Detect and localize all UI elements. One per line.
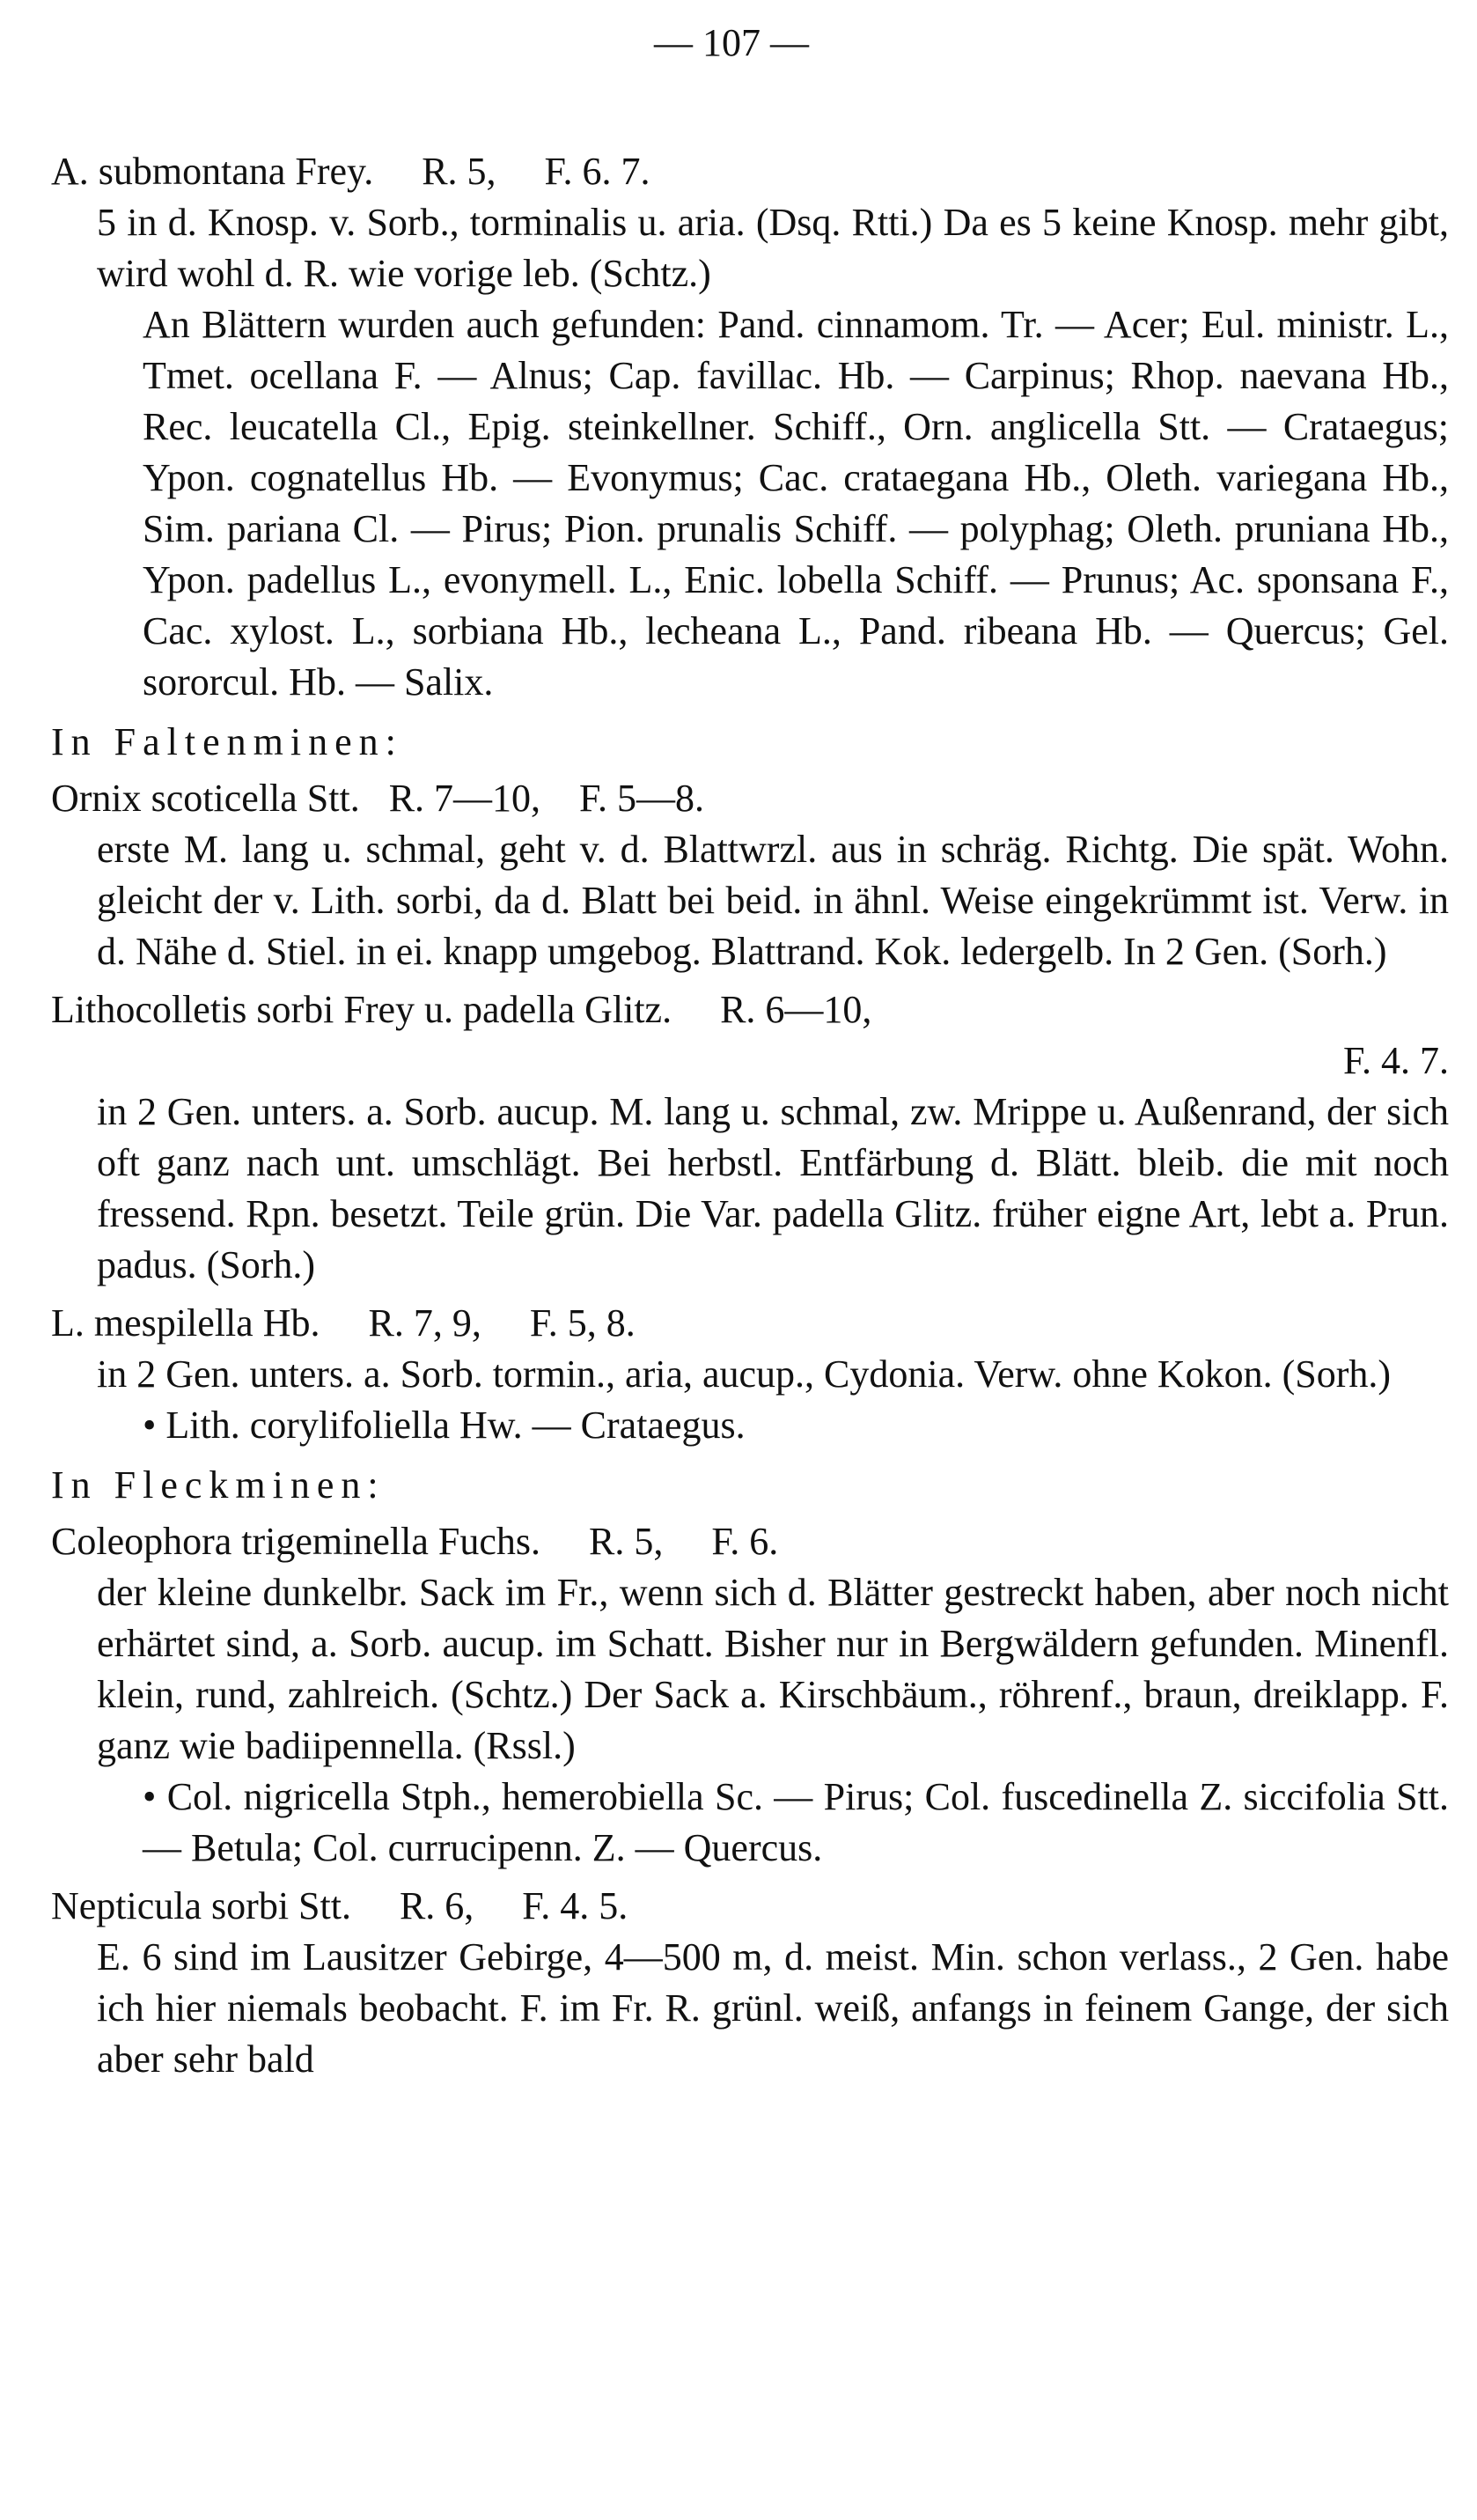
entry-submontana	[51, 146, 1449, 708]
entry-ornix-scoticella	[51, 773, 1449, 977]
entry-heading: A. submontana Frey. R. 5, F. 6. 7.	[51, 150, 650, 193]
entry-mespilella	[51, 1298, 1449, 1451]
page-number: — 107 —	[654, 21, 809, 64]
host-list: • Col. nigricella Stph., hemerobiella Sc. — Pirus; Col. fuscedinella Z. siccifolia Stt. — Betula; Col. currucipenn. Z. — Quercus.	[143, 1775, 1449, 1869]
entry-heading: L. mespilella Hb. R. 7, 9, F. 5, 8.	[51, 1301, 636, 1345]
entry-text: in 2 Gen. unters. a. Sorb. aucup. M. lang u. schmal, zw. Mrippe u. Außenrand, der sich oft ganz nach unt. umschlägt. Bei herbstl. Entfärbung d. Blätt. bleib. die mit noch fressend. Rpn. besetzt. Teile grün. Die Var. padella Glitz. früher eigne Art, lebt a. Prun. padus. (Sorh.)	[97, 1090, 1449, 1286]
entry-nepticula-sorbi	[51, 1881, 1449, 2085]
entry-text: der kleine dunkelbr. Sack im Fr., wenn sich d. Blätter gestreckt haben, aber noch nicht erhärtet sind, a. Sorb. aucup. im Schatt. Bisher nur in Bergwäldern gefunden. Minenfl. klein, rund, zahlreich. (Schtz.) Der Sack a. Kirschbäum., röhrenf., braun, dreiklapp. F. ganz wie badiipennella. (Rssl.)	[97, 1571, 1449, 1767]
section-heading-faltenminen: In Faltenminen:	[51, 720, 403, 763]
host-list: An Blättern wurden auch gefunden: Pand. cinnamom. Tr. — Acer; Eul. ministr. L., Tmet. ocellana F. — Alnus; Cap. favillac. Hb. — Carpinus; Rhop. naevana Hb., Rec. leucatella Cl., Epig. steinkellner. Schiff., Orn. anglicella Stt. — Crataegus; Ypon. cognatellus Hb. — Evonymus; Cac. crataegana Hb., Oleth. variegana Hb., Sim. pariana Cl. — Pirus; Pion. prunalis Schiff. — polyphag; Oleth. pruniana Hb., Ypon. padellus L., evonymell. L., Enic. lobella Schiff. — Prunus; Ac. sponsana F., Cac. xylost. L., sorbiana Hb., lecheana L., Pand. ribeana Hb. — Quercus; Gel. sororcul. Hb. — Salix.	[143, 303, 1449, 704]
section-heading-fleckminen: In Fleckminen:	[51, 1463, 386, 1507]
entry-lithocolletis-sorbi	[51, 984, 1449, 1291]
entry-coleophora-trigeminella	[51, 1516, 1449, 1874]
entry-heading: Coleophora trigeminella Fuchs. R. 5, F. 6.	[51, 1520, 779, 1563]
entry-heading: Ornix scoticella Stt. R. 7—10, F. 5—8.	[51, 777, 705, 820]
entry-heading: Lithocolletis sorbi Frey u. padella Glitz. R. 6—10,	[51, 988, 872, 1031]
entry-text: 5 in d. Knosp. v. Sorb., torminalis u. aria. (Dsq. Rtti.) Da es 5 keine Knosp. mehr gibt, wird wohl d. R. wie vorige leb. (Schtz.)	[97, 201, 1449, 295]
entry-heading-continued: F. 4. 7.	[1343, 1039, 1449, 1082]
entry-heading: Nepticula sorbi Stt. R. 6, F. 4. 5.	[51, 1884, 628, 1927]
entry-text: erste M. lang u. schmal, geht v. d. Blattwrzl. aus in schräg. Richtg. Die spät. Wohn. gleicht der v. Lith. sorbi, da d. Blatt bei beid. in ähnl. Weise eingekrümmt ist. Verw. in d. Nähe d. Stiel. in ei. knapp umgebog. Blattrand. Kok. ledergelb. In 2 Gen. (Sorh.)	[97, 828, 1449, 973]
entry-text: E. 6 sind im Lausitzer Gebirge, 4—500 m, d. meist. Min. schon verlass., 2 Gen. habe ich hier niemals beobacht. F. im Fr. R. grünl. weiß, anfangs in feinem Gange, der sich aber sehr bald	[97, 1935, 1449, 2081]
entry-text: in 2 Gen. unters. a. Sorb. tormin., aria, aucup., Cydonia. Verw. ohne Kokon. (Sorh.)	[97, 1352, 1392, 1396]
host-list: • Lith. corylifoliella Hw. — Crataegus.	[143, 1404, 746, 1447]
